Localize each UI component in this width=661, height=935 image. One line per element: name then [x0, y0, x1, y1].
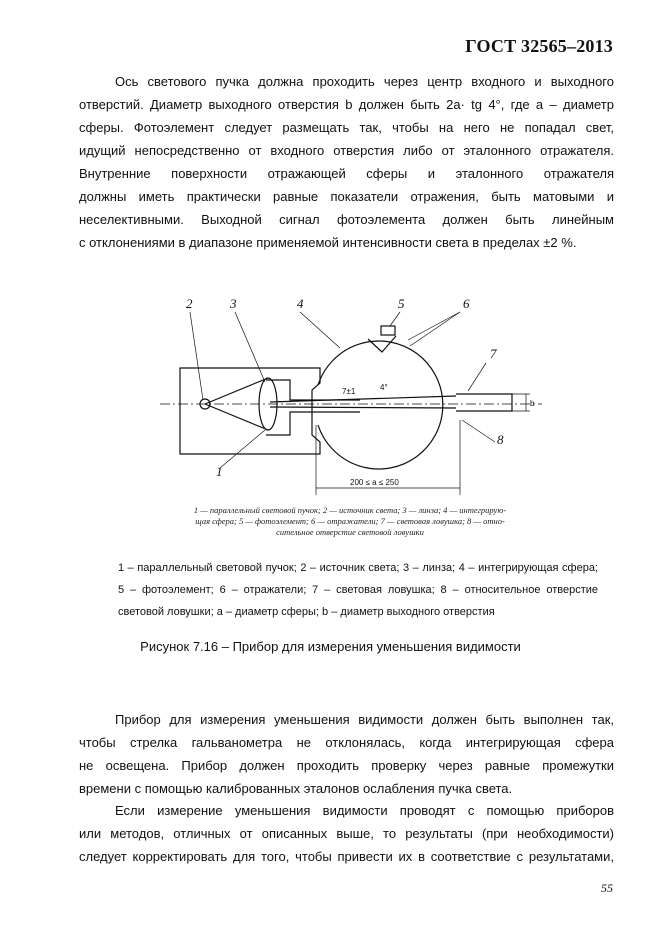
- paragraph-line: отверстий. Диаметр выходного отверстия b должен быть 2a· tg 4°, где a – диаметр: [79, 97, 614, 112]
- label-1: 1: [216, 464, 223, 479]
- page-number: 55: [601, 881, 613, 895]
- label-3: 3: [230, 296, 237, 311]
- paragraph-line: Прибор для измерения уменьшения видимости должен быть выполнен так,: [115, 712, 614, 727]
- paragraph-line: Внутренние поверхности отражающей сферы и эталонного отражателя: [79, 166, 614, 181]
- paragraph-line: чтобы стрелка гальванометра не отклонялась, когда интегрирующая сфера: [79, 735, 614, 750]
- light-trap: [456, 394, 512, 411]
- paragraph-line: сферы. Фотоэлемент следует размещать так, чтобы на него не попадал свет,: [79, 120, 614, 135]
- paragraph-line: Ось светового пучка должна проходить через центр входного и выходного: [115, 74, 614, 89]
- integrating-sphere: [318, 341, 443, 469]
- legend-line: световой ловушки; a – диаметр сферы; b – диаметр выходного отверстия: [118, 606, 495, 618]
- photocell: [381, 326, 395, 335]
- paragraph-2: [79, 708, 614, 800]
- housing-outline: [180, 368, 320, 454]
- label-6: 6: [463, 296, 470, 311]
- paragraph-line: не освещена. Прибор должен проходить проверку через равные промежутки: [79, 758, 614, 773]
- dimension-b: b: [530, 399, 535, 408]
- legend-line: 1 – параллельный световой пучок; 2 – источник света; 3 – линза; 4 – интегрирующая сфера;: [118, 562, 598, 574]
- paragraph-line: времени с помощью калиброванных эталонов ослабления пучка света.: [79, 781, 513, 796]
- dimension-small: 7±1: [342, 387, 356, 396]
- paragraph-line: должны иметь практически равные показатели отражения, быть матовыми и: [79, 189, 614, 204]
- paragraph-line: с отклонениями в диапазоне применяемой интенсивности света в пределах ±2 %.: [79, 235, 577, 250]
- standard-header: ГОСТ 32565–2013: [465, 36, 613, 56]
- paragraph-line: следует корректировать для того, чтобы привести их в соответствие с результатами,: [79, 849, 614, 864]
- reflector: [368, 336, 396, 352]
- caption-line: щая сфера; 5 — фотоэлемент; 6 — отражатели; 7 — световая ловушка; 8 — отно-: [195, 516, 505, 526]
- angle-label: 4°: [380, 383, 388, 392]
- label-2: 2: [186, 296, 193, 311]
- tube-lower: [266, 412, 360, 435]
- legend-line: 5 – фотоэлемент; 6 – отражатели; 7 – световая ловушка; 8 – относительное отверстие: [118, 584, 598, 596]
- diagram-caption: [160, 505, 540, 538]
- caption-line: сительное отверстие световой ловушки: [276, 527, 424, 537]
- label-4: 4: [297, 296, 304, 311]
- figure-title: Рисунок 7.16 – Прибор для измерения уменьшения видимости: [140, 639, 521, 654]
- dimension-a: 200 ≤ a ≤ 250: [350, 478, 399, 487]
- paragraph-line: неселективными. Выходной сигнал фотоэлемента должен быть линейным: [79, 212, 614, 227]
- paragraph-1: [79, 70, 614, 254]
- paragraph-3: [79, 799, 614, 868]
- measurement-device-diagram: [150, 290, 550, 540]
- paragraph-line: или методов, отличных от описанных выше, то результаты (при необходимости): [79, 826, 614, 841]
- label-8: 8: [497, 432, 504, 447]
- caption-line: 1 — параллельный световой пучок; 2 — источник света; 3 — линза; 4 — интегрирую-: [193, 505, 507, 515]
- paragraph-line: идущий непосредственно от входного отверстия либо от эталонного отражателя.: [79, 143, 614, 158]
- paragraph-line: Если измерение уменьшения видимости проводят с помощью приборов: [115, 803, 614, 818]
- label-7: 7: [490, 346, 497, 361]
- label-5: 5: [398, 296, 405, 311]
- figure-legend: [118, 557, 598, 623]
